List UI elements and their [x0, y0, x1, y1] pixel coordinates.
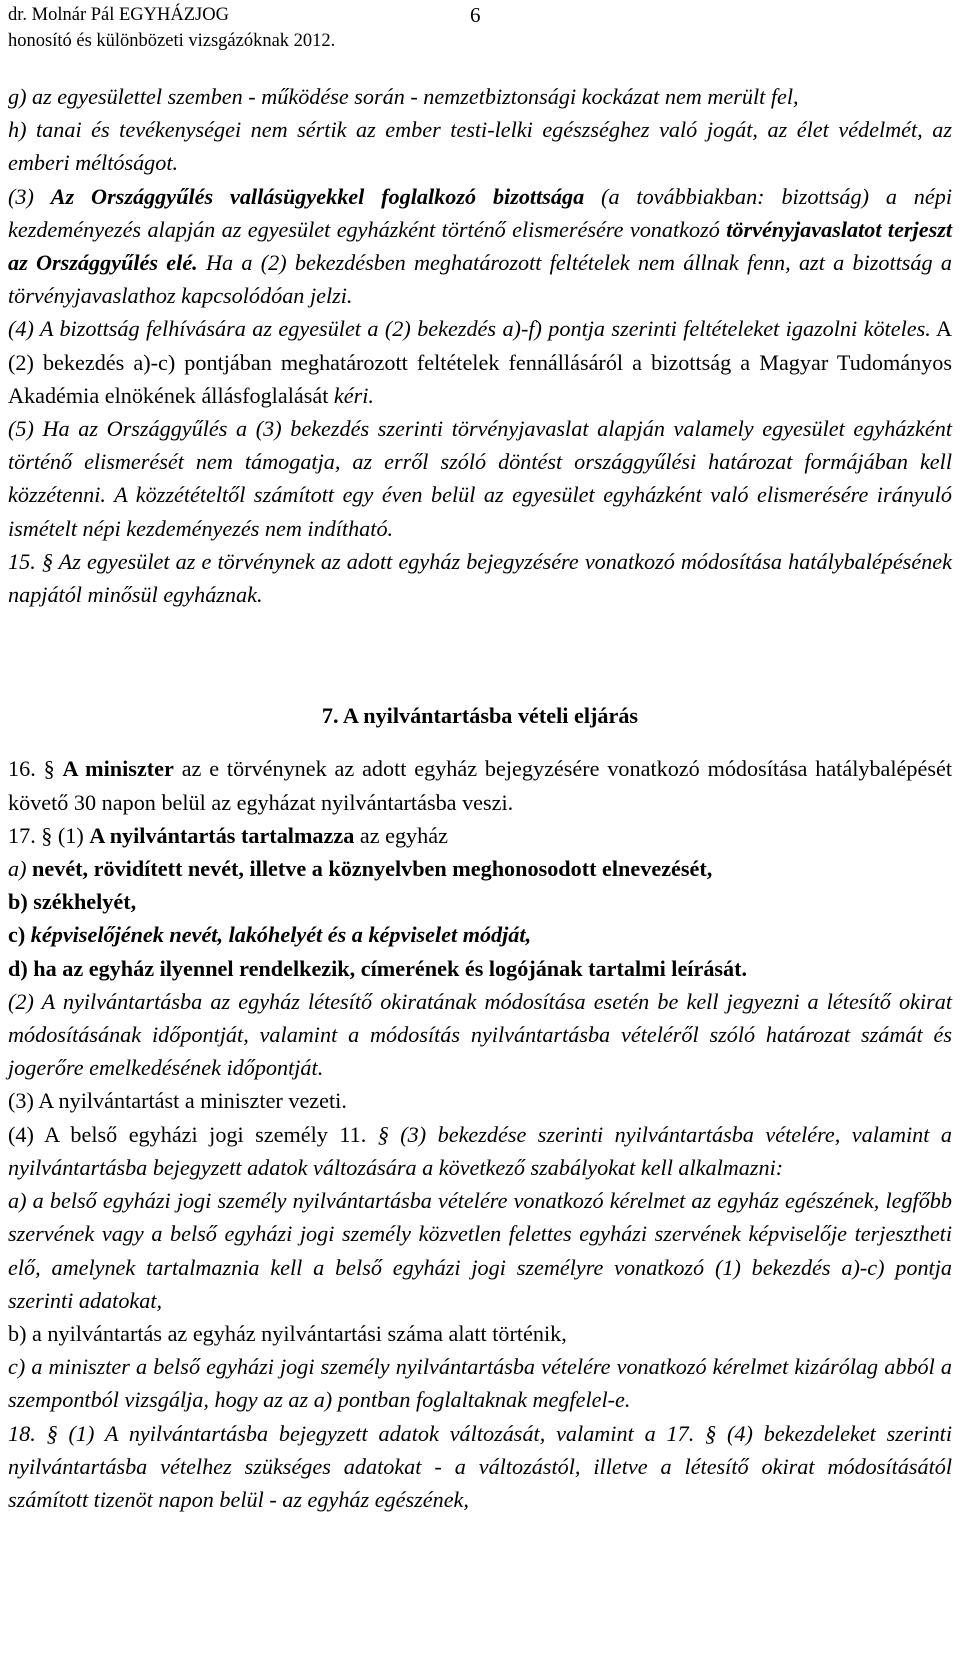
s16-num: 16. §	[8, 756, 63, 782]
section-heading: 7. A nyilvántartásba vételi eljárás	[321, 703, 639, 729]
s17-c-label: c)	[8, 922, 31, 948]
s17-4-point-c: c) a miniszter a belső egyházi jogi személy nyilvántartásba vételére vonatkozó kérelmet kizárólag abból a szempontból vizsgálja, hogy az az a) pontban foglaltaknak megfelel-e.	[8, 1354, 952, 1413]
s16-minister: A miniszter	[62, 756, 174, 782]
running-header	[8, 2, 335, 54]
paragraph-4	[8, 312, 952, 412]
p3-text: (a továbbiakban: bizottság) a népi kezdeményezés alapján az egyesület egyházként történő elismerésére vonatkozó	[8, 183, 953, 242]
section-17-1	[8, 819, 952, 852]
p5-rest: A közzétételtől számított egy éven belül az egyesület egyházként való elismerésére irányuló ismételt népi kezdeményezés nem indítható.	[8, 482, 952, 541]
s17-4-intro: (4) A belső egyházi jogi személy 11.	[8, 1121, 367, 1147]
paragraph-3	[8, 180, 952, 313]
s17-a-text: nevét, rövidített nevét, illetve a köznyelvben meghonosodott elnevezését,	[32, 856, 713, 882]
s17-point-d: d) ha az egyház ilyennel rendelkezik, címerének és logójának tartalmi leírását.	[8, 955, 748, 981]
paragraph-h: h) tanai és tevékenységei nem sértik az ember testi-lelki egészséghez való jogát, az élet védelmét, az emberi méltóságot.	[8, 117, 952, 176]
p3-rest: Ha a (2) bekezdésben meghatározott feltételek nem állnak fenn, azt a bizottság a törvényjavaslathoz kapcsolódóan jelzi.	[8, 250, 952, 309]
s17-point-a	[8, 852, 952, 885]
s17-c-text: képviselőjének nevét, lakóhelyét és a képviselet módját,	[30, 922, 532, 948]
s17-4-point-a: a) a belső egyházi jogi személy nyilvántartásba vételére vonatkozó kérelmet az egyház egészének, legfőbb szervének vagy a belső egyházi jogi személy közvetlen felettes egyházi szervének képviselője terjesztheti elő, amelynek tartalmaznia kell a belső egyházi jogi személyre vonatkozó (1) bekezdés a)-c) pontja szerinti adatokat,	[8, 1188, 952, 1313]
p4-text: A (2) bekezdés a)-c) pontjában meghatározott feltételek fennállásáról a bizottság a Magyar Tudományos Akadémia elnökének állásfoglalását	[8, 316, 952, 408]
header-subtitle: honosító és különbözeti vizsgázóknak 2012.	[8, 31, 336, 51]
s17-point-b: b) székhelyét,	[8, 889, 137, 915]
header-author: dr. Molnár Pál EGYHÁZJOG	[8, 5, 229, 25]
s17-num: 17. § (1)	[8, 822, 90, 848]
s17-register: A nyilvántartás tartalmazza	[89, 822, 355, 848]
s17-point-c	[8, 918, 952, 951]
s17-4-text: § (3) bekezdése szerinti nyilvántartásba vételére, valamint a nyilvántartásba bejegyzett adatok változására a következő szabályokat kell alkalmazni:	[8, 1121, 952, 1180]
s17-a-label: a)	[8, 856, 33, 882]
p4-end: kéri.	[328, 382, 374, 408]
p3-committee: Az Országgyűlés vallásügyekkel foglalkozó bizottsága	[50, 183, 585, 209]
s16-text: az e törvénynek az adott egyház bejegyzésére vonatkozó módosítása hatálybalépését követő 30 napon belül az egyházat nyilvántartásba veszi.	[8, 756, 952, 815]
document-body	[8, 80, 952, 1516]
page-number: 6	[470, 3, 481, 27]
p3-num: (3)	[8, 183, 51, 209]
s17-4-point-b: b) a nyilvántartás az egyház nyilvántartási száma alatt történik,	[8, 1320, 567, 1346]
section-15: 15. § Az egyesület az e törvénynek az adott egyház bejegyzésére vonatkozó módosítása hatálybalépésének napjától minősül egyháznak.	[8, 548, 952, 608]
section-16	[8, 752, 952, 818]
section-18: 18. § (1) A nyilvántartásba bejegyzett adatok változását, valamint a 17. § (4) bekezdeleket szerinti nyilvántartásba vételhez szükséges adatokat - a változástól, illetve a létesítő okirat módosításától számított tizenöt napon belül - az egyház egészének,	[8, 1420, 952, 1512]
p5-text: (5) Ha az Országgyűlés a (3) bekezdés szerinti törvényjavaslat alapján valamely egyesület egyházként történő elismerését nem támogatja, az erről szóló döntést országgyűlési határozat formájában kell közzétenni.	[8, 416, 952, 508]
section-17-3: (3) A nyilvántartást a miniszter vezeti.	[8, 1088, 347, 1114]
paragraph-5	[8, 412, 952, 545]
p4-italic: (4) A bizottság felhívására az egyesület a (2) bekezdés a)-f) pontja szerinti feltételeket igazolni köteles.	[8, 316, 931, 342]
section-17-2: (2) A nyilvántartásba az egyház létesítő okiratának módosítása esetén be kell jegyezni a létesítő okirat módosításának időpontját, valamint a módosítás nyilvántartásba vételéről szóló határozat számát és jogerőre emelkedésének időpontját.	[8, 988, 952, 1081]
section-17-4	[8, 1118, 952, 1184]
paragraph-g: g) az egyesülettel szemben - működése során - nemzetbiztonsági kockázat nem merült fel,	[8, 84, 799, 109]
p3-proposal: törvényjavaslatot terjeszt az Országgyűlés elé.	[8, 216, 952, 276]
s17-text: az egyház	[354, 822, 448, 848]
